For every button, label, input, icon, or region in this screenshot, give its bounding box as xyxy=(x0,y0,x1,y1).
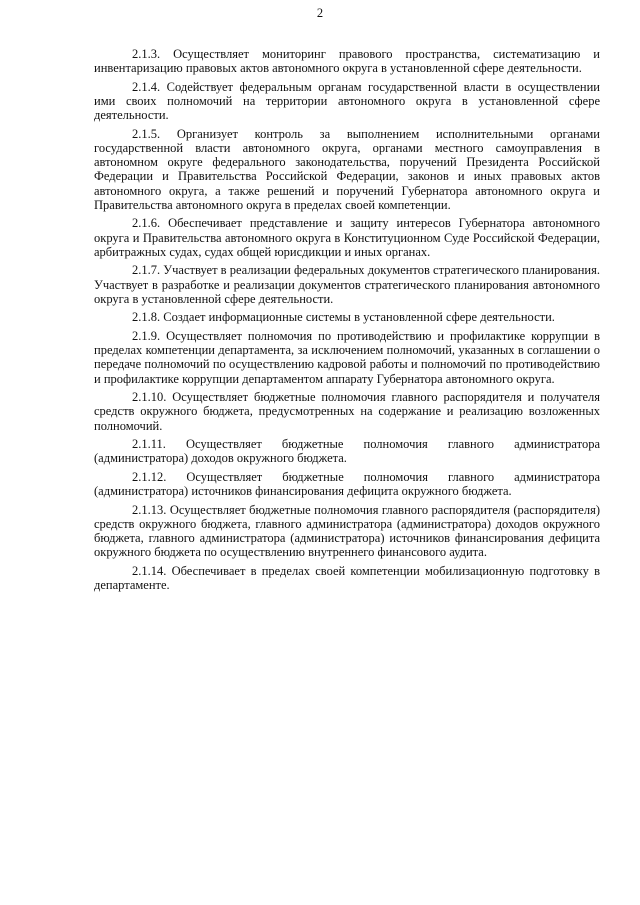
paragraph-2-1-10: 2.1.10. Осуществляет бюджетные полномочия главного распорядителя и получателя средств окружного бюджета, предусмотренных на содержание и реализацию возложенных полномочий. xyxy=(94,390,600,433)
paragraph-2-1-14: 2.1.14. Обеспечивает в пределах своей компетенции мобилизационную подготовку в департаменте. xyxy=(94,564,600,593)
paragraph-2-1-5: 2.1.5. Организует контроль за выполнением исполнительными органами государственной власти автономного округа, органами местного самоуправления в автономном округе федерального законодательства, поручений Президента Российской Федерации и Правительства Российской Федерации, законов и иных правовых актов автономного округа, а также решений и поручений Губернатора автономного округа и Правительства автономного округа в пределах своей компетенции. xyxy=(94,126,600,212)
paragraph-2-1-12: 2.1.12. Осуществляет бюджетные полномочия главного администратора (администратора) источников финансирования дефицита окружного бюджета. xyxy=(94,470,600,499)
paragraph-2-1-11: 2.1.11. Осуществляет бюджетные полномочия главного администратора (администратора) доходов окружного бюджета. xyxy=(94,437,600,466)
paragraph-2-1-7: 2.1.7. Участвует в реализации федеральных документов стратегического планирования. Участвует в разработке и реализации документов стратегического планирования автономного округа в установленной сфере деятельности. xyxy=(94,263,600,306)
document-body xyxy=(94,47,600,597)
paragraph-2-1-6: 2.1.6. Обеспечивает представление и защиту интересов Губернатора автономного округа и Правительства автономного округа в Конституционном Суде Российской Федерации, арбитражных судах, судах общей юрисдикции и иных органах. xyxy=(94,216,600,259)
paragraph-2-1-13: 2.1.13. Осуществляет бюджетные полномочия главного распорядителя (распорядителя) средств окружного бюджета, главного администратора (администратора) доходов окружного бюджета, главного администратора (администратора) источников финансирования дефицита окружного бюджета по осуществлению внутреннего финансового аудита. xyxy=(94,502,600,560)
paragraph-2-1-9: 2.1.9. Осуществляет полномочия по противодействию и профилактике коррупции в пределах компетенции департамента, за исключением полномочий, указанных в соглашении о передаче полномочий по осуществлению кадровой работы и полномочий по противодействию и профилактике коррупции департаментом аппарату Губернатора автономного округа. xyxy=(94,329,600,386)
paragraph-2-1-8: 2.1.8. Создает информационные системы в установленной сфере деятельности. xyxy=(132,310,555,325)
paragraph-2-1-3: 2.1.3. Осуществляет мониторинг правового пространства, систематизацию и инвентаризацию правовых актов автономного округа в установленной сфере деятельности. xyxy=(94,47,600,76)
page-number: 2 xyxy=(316,6,324,20)
paragraph-2-1-4: 2.1.4. Содействует федеральным органам государственной власти в осуществлении ими своих полномочий на территории автономного округа в установленной сфере деятельности. xyxy=(94,79,600,123)
